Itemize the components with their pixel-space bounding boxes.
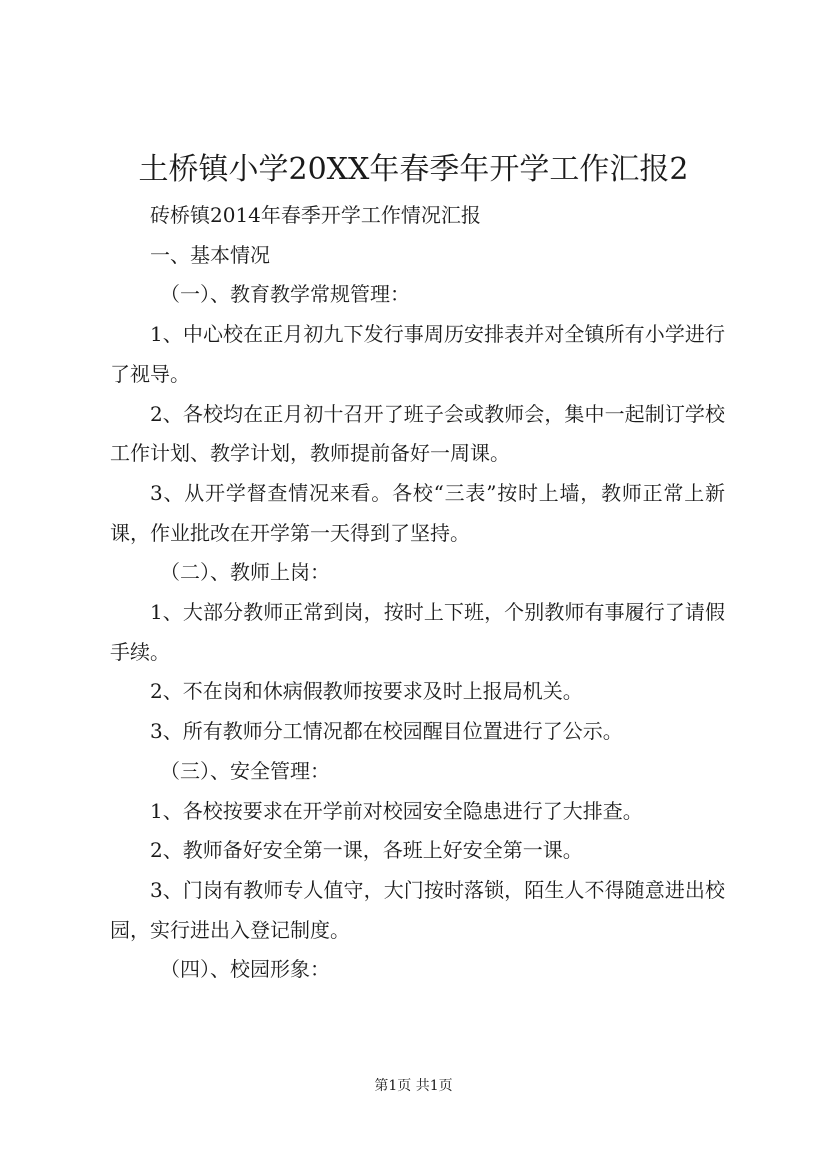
section-heading: 一、基本情况: [150, 242, 270, 267]
paragraph: 1、各校按要求在开学前对校园安全隐患进行了大排查。: [150, 798, 643, 823]
paragraph: 1、大部分教师正常到岗，按时上下班，个别教师有事履行了请假手续。: [110, 600, 725, 664]
page-footer: 第1页 共1页: [374, 1078, 453, 1094]
subsection-heading: （二）、教师上岗：: [160, 560, 330, 585]
subsection-heading: （三）、安全管理：: [160, 758, 330, 783]
paragraph: 3、门岗有教师专人值守，大门按时落锁，陌生人不得随意进出校园，实行进出入登记制度。: [110, 877, 725, 942]
subsection-heading: （一）、教育教学常规管理：: [160, 282, 410, 307]
paragraph: 砖桥镇2014年春季开学工作情况汇报: [150, 203, 481, 227]
paragraph: 2、各校均在正月初十召开了班子会或教师会，集中一起制订学校工作计划、教学计划，教师提前备好一周课。: [110, 401, 725, 466]
paragraph: 3、所有教师分工情况都在校园醒目位置进行了公示。: [150, 719, 623, 744]
paragraph: 2、不在岗和休病假教师按要求及时上报局机关。: [150, 679, 583, 704]
paragraph: 1、中心校在正月初九下发行事周历安排表并对全镇所有小学进行了视导。: [110, 322, 725, 386]
subsection-heading: （四）、校园形象：: [160, 957, 330, 982]
paragraph: 2、教师备好安全第一课，各班上好安全第一课。: [150, 838, 583, 863]
document-title: 土桥镇小学20XX年春季年开学工作汇报2: [138, 152, 689, 187]
document-body: [110, 196, 725, 990]
paragraph: 3、从开学督查情况来看。各校“三表”按时上墙，教师正常上新课，作业批改在开学第一天得到了坚持。: [110, 480, 725, 545]
